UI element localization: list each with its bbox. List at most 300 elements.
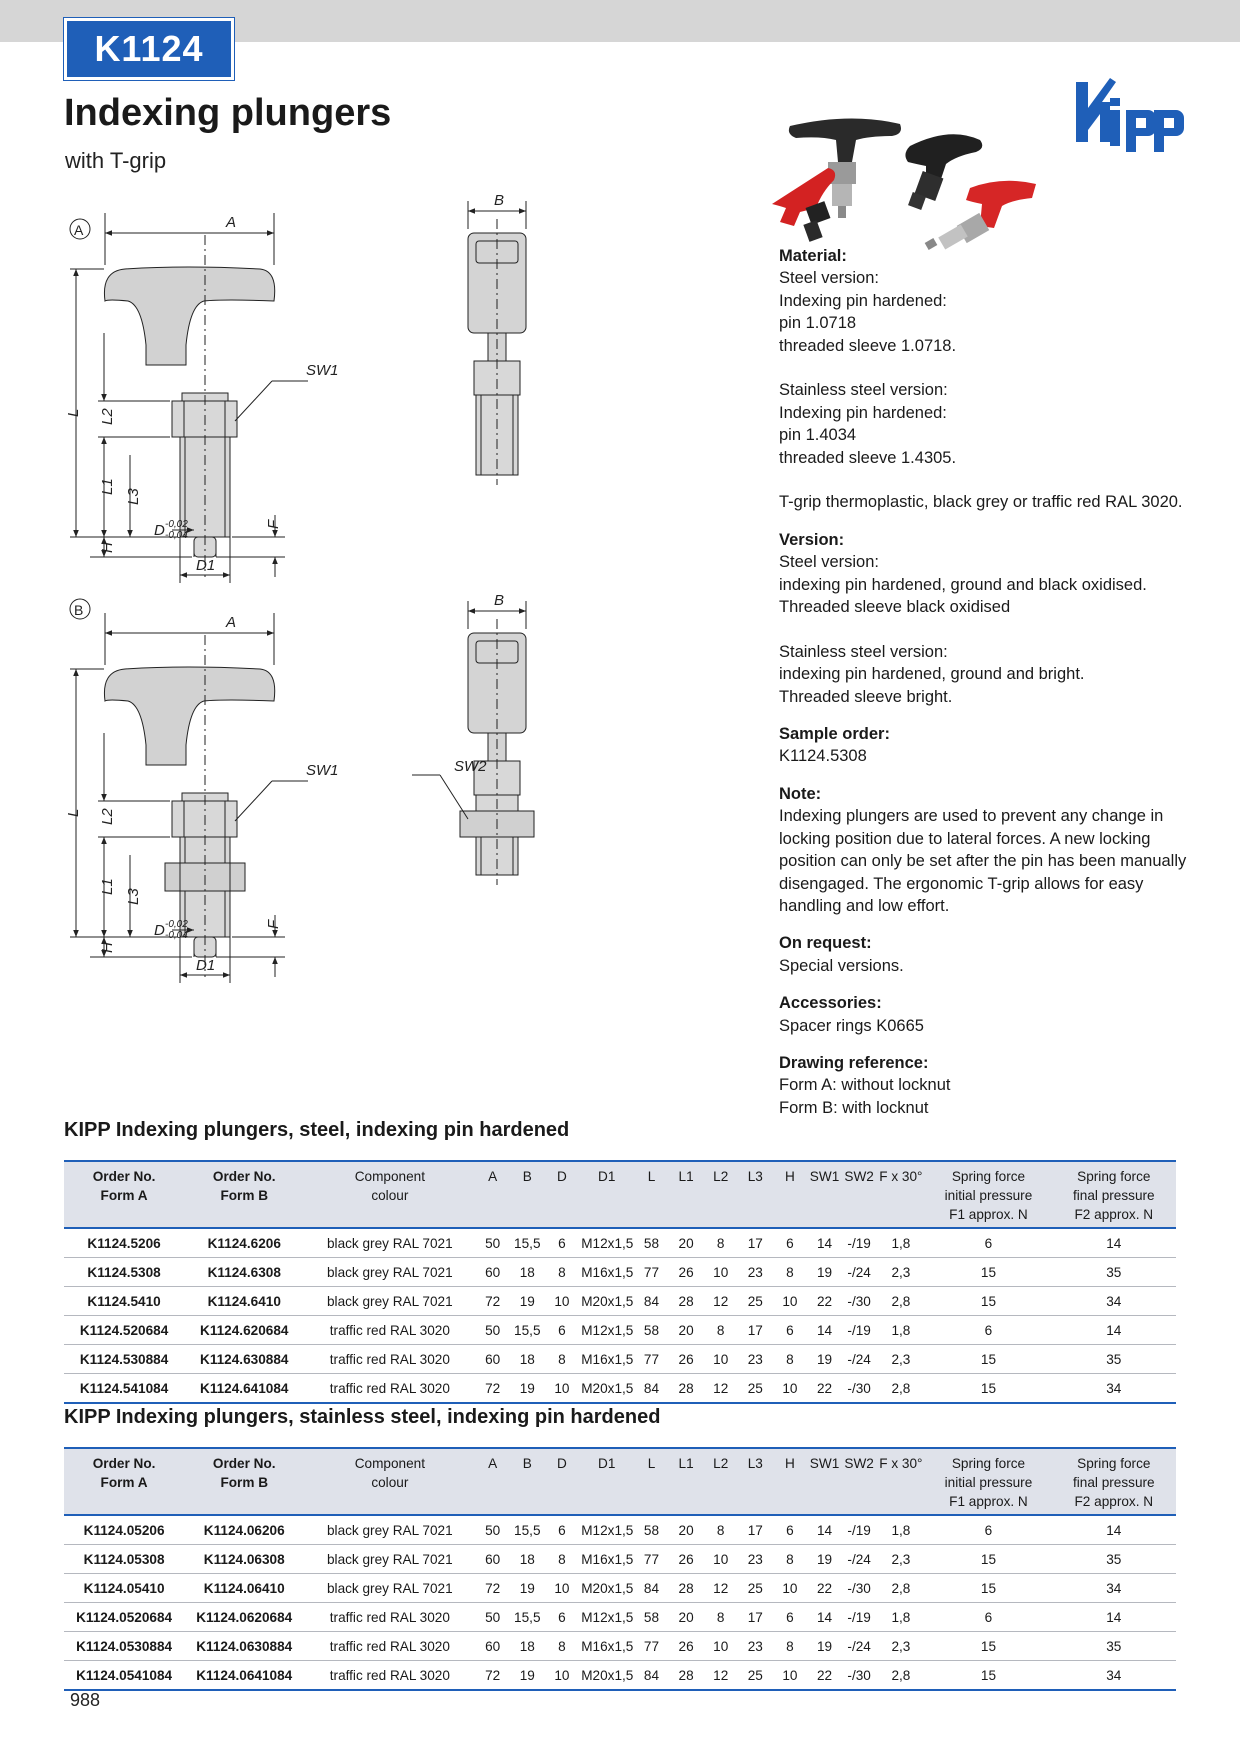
col-l3: L3	[747, 1169, 763, 1184]
table-row	[64, 1545, 1176, 1574]
table-row	[64, 1661, 1176, 1691]
table-cell: 50	[475, 1603, 510, 1632]
table-cell: 50	[475, 1515, 510, 1545]
dim-d-tol-upper: -0,02	[165, 519, 188, 530]
table-cell: 20	[669, 1228, 704, 1258]
table-row	[64, 1228, 1176, 1258]
table-cell: 10	[545, 1574, 580, 1603]
table-cell: -/24	[842, 1545, 877, 1574]
table-cell: 72	[475, 1661, 510, 1691]
table-cell: K1124.06206	[184, 1515, 304, 1545]
table-header-row	[64, 1448, 1176, 1515]
table-cell: M16x1,5	[579, 1632, 634, 1661]
table-cell: 20	[669, 1515, 704, 1545]
table-cell: 2,3	[876, 1258, 925, 1287]
table-cell: -/30	[842, 1374, 877, 1404]
table-cell: 18	[510, 1545, 545, 1574]
table-cell: 10	[703, 1545, 738, 1574]
table-cell: M16x1,5	[579, 1545, 634, 1574]
col-d1: D1	[598, 1456, 616, 1471]
dim-f-label: F	[265, 519, 282, 529]
table-cell: 58	[634, 1316, 669, 1345]
col-a: A	[488, 1169, 498, 1184]
table-cell: K1124.0541084	[64, 1661, 184, 1691]
col-order-a: Order No. Form A	[92, 1456, 156, 1490]
table-cell: 26	[669, 1545, 704, 1574]
table-cell: black grey RAL 7021	[304, 1228, 475, 1258]
note-line: Indexing plungers are used to prevent any change in	[779, 807, 1164, 826]
dim-a-label: A	[226, 214, 237, 231]
col-order-a: Order No. Form A	[92, 1169, 156, 1203]
table-cell: 17	[738, 1228, 773, 1258]
table-row	[64, 1632, 1176, 1661]
table-cell: 19	[807, 1632, 842, 1661]
dim-l3-label: L3	[125, 488, 142, 505]
table-cell: K1124.0520684	[64, 1603, 184, 1632]
dim-h-label: H	[99, 542, 116, 553]
table-cell: M20x1,5	[579, 1661, 634, 1691]
material-line: Indexing pin hardened:	[779, 291, 947, 310]
table-cell: 2,8	[876, 1574, 925, 1603]
table-cell: 77	[634, 1345, 669, 1374]
drawing-reference-heading: Drawing reference:	[779, 1053, 929, 1072]
table-cell: 15	[925, 1374, 1051, 1404]
table-cell: 15,5	[510, 1515, 545, 1545]
table-cell: 14	[807, 1316, 842, 1345]
col-colour: Component colour	[354, 1169, 425, 1203]
table-cell: 20	[669, 1316, 704, 1345]
table-cell: 58	[634, 1515, 669, 1545]
kipp-logo	[1072, 72, 1184, 160]
col-colour: Component colour	[354, 1456, 425, 1490]
table-cell: 22	[807, 1661, 842, 1691]
form-a-marker: A	[74, 222, 84, 238]
version-heading: Version:	[779, 530, 845, 549]
table-cell: K1124.5308	[64, 1258, 184, 1287]
table-cell: K1124.541084	[64, 1374, 184, 1404]
accessories-value: Spacer rings K0665	[779, 1016, 924, 1035]
col-l3: L3	[747, 1456, 763, 1471]
col-h: H	[785, 1456, 795, 1471]
table-cell: 1,8	[876, 1228, 925, 1258]
accessories-block	[779, 992, 1199, 1037]
note-line: disengaged. The ergonomic T-grip allows for easy	[779, 874, 1144, 893]
table-cell: 22	[807, 1574, 842, 1603]
dim-l1-label-b: L1	[99, 878, 116, 895]
table-cell: 10	[703, 1632, 738, 1661]
table-cell: 72	[475, 1574, 510, 1603]
table-cell: 15,5	[510, 1228, 545, 1258]
table-cell: 8	[703, 1603, 738, 1632]
material-line: threaded sleeve 1.0718.	[779, 336, 957, 355]
on-request-heading: On request:	[779, 934, 872, 953]
col-a: A	[488, 1456, 498, 1471]
table-cell: 14	[1052, 1316, 1176, 1345]
table-cell: 72	[475, 1287, 510, 1316]
col-l: L	[647, 1456, 656, 1471]
version-line: Steel version:	[779, 553, 879, 572]
col-order-b: Order No. Form B	[212, 1456, 276, 1490]
table-cell: M20x1,5	[579, 1574, 634, 1603]
col-b: B	[522, 1169, 532, 1184]
col-f: F x 30°	[879, 1169, 923, 1184]
drawing-reference-line: Form B: with locknut	[779, 1098, 929, 1117]
table-row	[64, 1515, 1176, 1545]
table-cell: 50	[475, 1316, 510, 1345]
table-row	[64, 1574, 1176, 1603]
table-cell: 17	[738, 1515, 773, 1545]
table-cell: 15	[925, 1287, 1051, 1316]
table-cell: K1124.530884	[64, 1345, 184, 1374]
table-cell: 34	[1052, 1574, 1176, 1603]
table-cell: 8	[773, 1545, 808, 1574]
col-h: H	[785, 1169, 795, 1184]
col-spring-initial: Spring force initial pressure F1 approx. N	[944, 1456, 1033, 1509]
table-cell: M12x1,5	[579, 1603, 634, 1632]
table-cell: black grey RAL 7021	[304, 1515, 475, 1545]
table-header-row	[64, 1161, 1176, 1228]
table-cell: 6	[925, 1316, 1051, 1345]
sample-order-value: K1124.5308	[779, 747, 867, 766]
table-cell: 12	[703, 1287, 738, 1316]
table-cell: 28	[669, 1374, 704, 1404]
table-cell: 23	[738, 1632, 773, 1661]
col-sw2: SW2	[844, 1169, 874, 1184]
table-cell: 15	[925, 1574, 1051, 1603]
dim-f-label-b: F	[265, 919, 282, 929]
table-cell: 26	[669, 1258, 704, 1287]
table-row	[64, 1316, 1176, 1345]
table-cell: -/24	[842, 1258, 877, 1287]
table-cell: K1124.06308	[184, 1545, 304, 1574]
table-cell: 15	[925, 1545, 1051, 1574]
table-cell: -/19	[842, 1228, 877, 1258]
table-cell: 8	[545, 1632, 580, 1661]
table-cell: 10	[545, 1374, 580, 1404]
steel-table-body	[64, 1228, 1176, 1403]
material-line: Indexing pin hardened:	[779, 403, 947, 422]
form-b-marker: B	[74, 602, 84, 618]
table-cell: 60	[475, 1632, 510, 1661]
table-cell: 8	[773, 1345, 808, 1374]
on-request-value: Special versions.	[779, 956, 904, 975]
table-cell: 58	[634, 1228, 669, 1258]
table-cell: 19	[807, 1345, 842, 1374]
dim-l3-label-b: L3	[125, 888, 142, 905]
on-request-block	[779, 932, 1199, 977]
table-cell: 10	[545, 1661, 580, 1691]
table-cell: 1,8	[876, 1316, 925, 1345]
dim-sw2-label: SW2	[454, 758, 487, 775]
table-cell: 50	[475, 1228, 510, 1258]
table-cell: 12	[703, 1374, 738, 1404]
table-cell: 34	[1052, 1374, 1176, 1404]
table-cell: -/19	[842, 1316, 877, 1345]
version-line: Threaded sleeve black oxidised	[779, 598, 1011, 617]
col-sw1: SW1	[809, 1169, 840, 1184]
table-cell: K1124.6206	[184, 1228, 304, 1258]
col-b: B	[522, 1456, 532, 1471]
table-cell: K1124.0630884	[184, 1632, 304, 1661]
table-cell: black grey RAL 7021	[304, 1574, 475, 1603]
table-cell: 12	[703, 1661, 738, 1691]
table-cell: M12x1,5	[579, 1228, 634, 1258]
material-block	[779, 245, 1199, 514]
table-cell: 34	[1052, 1287, 1176, 1316]
table-cell: -/24	[842, 1345, 877, 1374]
dim-sw1-label: SW1	[306, 362, 339, 379]
col-order-b: Order No. Form B	[212, 1169, 276, 1203]
version-line: Threaded sleeve bright.	[779, 687, 953, 706]
table-cell: 6	[773, 1316, 808, 1345]
table-cell: black grey RAL 7021	[304, 1258, 475, 1287]
table-cell: 19	[807, 1258, 842, 1287]
page-number: 988	[70, 1690, 101, 1710]
table-cell: K1124.0530884	[64, 1632, 184, 1661]
table-cell: 23	[738, 1258, 773, 1287]
table-cell: 10	[773, 1287, 808, 1316]
table-cell: 6	[773, 1228, 808, 1258]
table-cell: 25	[738, 1374, 773, 1404]
table-cell: 17	[738, 1603, 773, 1632]
dim-d1-label-b: D1	[196, 957, 216, 974]
table-cell: 1,8	[876, 1603, 925, 1632]
drawing-reference-block	[779, 1052, 1199, 1119]
table-cell: 10	[773, 1374, 808, 1404]
col-spring-final: Spring force final pressure F2 approx. N	[1072, 1169, 1155, 1222]
table-cell: K1124.520684	[64, 1316, 184, 1345]
table-cell: -/24	[842, 1632, 877, 1661]
table-cell: 6	[545, 1228, 580, 1258]
table-cell: 15	[925, 1661, 1051, 1691]
table-cell: K1124.5410	[64, 1287, 184, 1316]
table-cell: 18	[510, 1345, 545, 1374]
col-spring-final: Spring force final pressure F2 approx. N	[1072, 1456, 1155, 1509]
table-cell: 6	[545, 1603, 580, 1632]
dim-l1-label: L1	[99, 478, 116, 495]
table-cell: 6	[773, 1603, 808, 1632]
material-line: pin 1.4034	[779, 426, 857, 445]
table-cell: 15	[925, 1345, 1051, 1374]
table-cell: 77	[634, 1632, 669, 1661]
table-cell: 10	[703, 1345, 738, 1374]
table-row	[64, 1345, 1176, 1374]
version-block	[779, 529, 1199, 708]
table-cell: 35	[1052, 1545, 1176, 1574]
table-cell: 8	[773, 1258, 808, 1287]
table-cell: 12	[703, 1574, 738, 1603]
table-cell: 2,3	[876, 1345, 925, 1374]
table-cell: 14	[807, 1603, 842, 1632]
material-line	[779, 357, 1199, 379]
table-cell: 28	[669, 1574, 704, 1603]
dim-l-label-b: L	[65, 808, 82, 817]
col-l2: L2	[713, 1456, 729, 1471]
col-l: L	[647, 1169, 656, 1184]
col-l2: L2	[713, 1169, 729, 1184]
col-f: F x 30°	[879, 1456, 923, 1471]
table-cell: black grey RAL 7021	[304, 1545, 475, 1574]
technical-drawing	[60, 192, 620, 1105]
material-line	[779, 469, 1199, 491]
table-cell: 2,8	[876, 1374, 925, 1404]
table-cell: M12x1,5	[579, 1515, 634, 1545]
table-cell: 10	[773, 1574, 808, 1603]
col-sw1: SW1	[809, 1456, 840, 1471]
table-cell: M16x1,5	[579, 1258, 634, 1287]
table-cell: 19	[510, 1287, 545, 1316]
table-cell: 60	[475, 1345, 510, 1374]
product-code-badge: K1124	[64, 18, 234, 80]
table-cell: 8	[703, 1316, 738, 1345]
dim-a-label-b: A	[226, 614, 237, 631]
table-cell: -/30	[842, 1287, 877, 1316]
table-cell: 22	[807, 1287, 842, 1316]
dim-d1-label: D1	[196, 557, 216, 574]
table-cell: 10	[703, 1258, 738, 1287]
table-cell: 14	[1052, 1515, 1176, 1545]
table-cell: K1124.05308	[64, 1545, 184, 1574]
table-cell: 8	[545, 1258, 580, 1287]
table-cell: 84	[634, 1574, 669, 1603]
table-cell: -/19	[842, 1515, 877, 1545]
dim-d-tol-upper-b: -0,02	[165, 919, 188, 930]
col-sw2: SW2	[844, 1456, 874, 1471]
dim-h-label-b: H	[99, 942, 116, 953]
note-line: position can only be set after the pin has been manually	[779, 852, 1187, 871]
table-cell: -/19	[842, 1603, 877, 1632]
table-cell: M20x1,5	[579, 1374, 634, 1404]
dim-l2-label: L2	[99, 408, 116, 425]
version-line: Stainless steel version:	[779, 642, 948, 661]
version-line: indexing pin hardened, ground and bright.	[779, 665, 1085, 684]
stainless-table	[64, 1447, 1176, 1691]
table-cell: K1124.620684	[184, 1316, 304, 1345]
col-l1: L1	[678, 1169, 694, 1184]
table-cell: -/30	[842, 1661, 877, 1691]
table-cell: 6	[545, 1316, 580, 1345]
table-cell: 10	[545, 1287, 580, 1316]
table-cell: 18	[510, 1258, 545, 1287]
table-cell: 25	[738, 1574, 773, 1603]
table-cell: -/30	[842, 1574, 877, 1603]
table-cell: 14	[1052, 1228, 1176, 1258]
table-row	[64, 1258, 1176, 1287]
col-d: D	[556, 1169, 567, 1184]
table-cell: 1,8	[876, 1515, 925, 1545]
stainless-table-title: KIPP Indexing plungers, stainless steel, indexing pin hardened	[64, 1406, 661, 1428]
table-row	[64, 1287, 1176, 1316]
table-cell: 77	[634, 1258, 669, 1287]
drawing-reference-line: Form A: without locknut	[779, 1076, 951, 1095]
material-heading: Material:	[779, 247, 847, 265]
table-cell: 15,5	[510, 1316, 545, 1345]
table-cell: 15	[925, 1258, 1051, 1287]
material-line: threaded sleeve 1.4305.	[779, 448, 957, 467]
table-cell: 60	[475, 1258, 510, 1287]
steel-table	[64, 1160, 1176, 1404]
table-cell: K1124.05206	[64, 1515, 184, 1545]
table-cell: 25	[738, 1287, 773, 1316]
version-line: indexing pin hardened, ground and black oxidised.	[779, 575, 1147, 594]
page-subtitle: with T-grip	[65, 148, 167, 173]
table-cell: 22	[807, 1374, 842, 1404]
table-cell: traffic red RAL 3020	[304, 1316, 475, 1345]
table-cell: 14	[1052, 1603, 1176, 1632]
note-line: locking position due to lateral forces. A new locking	[779, 829, 1151, 848]
table-cell: 28	[669, 1287, 704, 1316]
table-cell: traffic red RAL 3020	[304, 1632, 475, 1661]
table-cell: K1124.05410	[64, 1574, 184, 1603]
dim-d-label-b: D	[154, 922, 165, 939]
table-cell: K1124.6308	[184, 1258, 304, 1287]
material-line: Stainless steel version:	[779, 381, 948, 400]
material-line: T-grip thermoplastic, black grey or traffic red RAL 3020.	[779, 493, 1183, 512]
col-d1: D1	[598, 1169, 616, 1184]
table-cell: traffic red RAL 3020	[304, 1661, 475, 1691]
table-cell: 6	[773, 1515, 808, 1545]
table-cell: 14	[807, 1228, 842, 1258]
table-cell: K1124.6410	[184, 1287, 304, 1316]
dim-sw1-label-b: SW1	[306, 762, 339, 779]
table-cell: K1124.641084	[184, 1374, 304, 1404]
table-cell: 20	[669, 1603, 704, 1632]
table-cell: K1124.5206	[64, 1228, 184, 1258]
table-cell: 19	[510, 1661, 545, 1691]
sample-order-heading: Sample order:	[779, 725, 890, 744]
table-row	[64, 1374, 1176, 1404]
table-cell: 17	[738, 1316, 773, 1345]
stainless-table-body	[64, 1515, 1176, 1690]
table-cell: 6	[925, 1603, 1051, 1632]
table-cell: 8	[545, 1545, 580, 1574]
table-cell: 6	[545, 1515, 580, 1545]
col-spring-initial: Spring force initial pressure F1 approx. N	[944, 1169, 1033, 1222]
table-cell: 2,8	[876, 1661, 925, 1691]
steel-table-title: KIPP Indexing plungers, steel, indexing pin hardened	[64, 1119, 570, 1141]
table-cell: M12x1,5	[579, 1316, 634, 1345]
table-cell: 25	[738, 1661, 773, 1691]
table-cell: 15,5	[510, 1603, 545, 1632]
version-line	[779, 618, 1199, 640]
page-title: Indexing plungers	[64, 92, 392, 134]
dim-d-tol-lower: -0,04	[165, 530, 188, 541]
note-line: handling and low effort.	[779, 896, 950, 915]
dim-d-label: D	[154, 522, 165, 539]
table-cell: 23	[738, 1345, 773, 1374]
note-heading: Note:	[779, 784, 822, 803]
table-cell: K1124.0641084	[184, 1661, 304, 1691]
table-cell: 72	[475, 1374, 510, 1404]
table-cell: 84	[634, 1661, 669, 1691]
table-cell: 2,3	[876, 1545, 925, 1574]
table-cell: 14	[807, 1515, 842, 1545]
table-cell: 35	[1052, 1632, 1176, 1661]
spec-column	[779, 245, 1199, 1134]
table-row	[64, 1603, 1176, 1632]
dim-d-tol-lower-b: -0,04	[165, 930, 188, 941]
sample-order-block	[779, 723, 1199, 768]
table-cell: 8	[545, 1345, 580, 1374]
table-cell: M16x1,5	[579, 1345, 634, 1374]
col-d: D	[556, 1456, 567, 1471]
table-cell: 84	[634, 1374, 669, 1404]
note-block	[779, 783, 1199, 917]
material-line: pin 1.0718	[779, 314, 857, 333]
table-cell: K1124.0620684	[184, 1603, 304, 1632]
dim-l-label: L	[65, 408, 82, 417]
accessories-heading: Accessories:	[779, 994, 882, 1013]
